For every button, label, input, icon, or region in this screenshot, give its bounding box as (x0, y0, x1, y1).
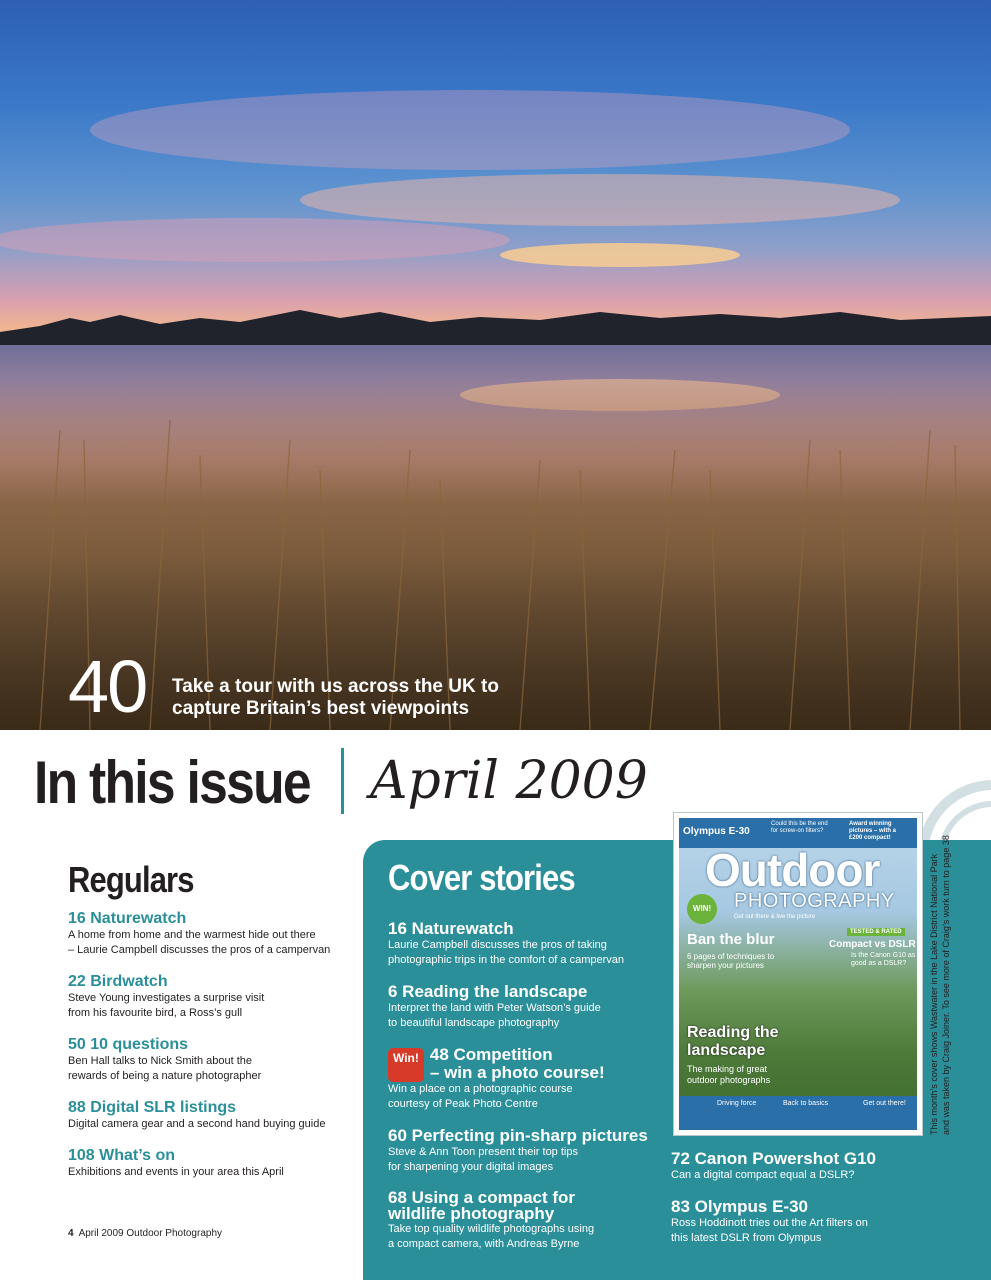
cover-logo-sub: PHOTOGRAPHY (734, 890, 895, 912)
item-desc: Can a digital compact equal a DSLR? (671, 1169, 855, 1181)
item-desc: Take top quality wildlife photographs using a compact camera, with Andreas Byrne (388, 1223, 595, 1250)
cover-item[interactable] (388, 920, 658, 968)
cover-reading-sub: The making of great outdoor photographs (687, 1064, 771, 1085)
cover-logo: Outdoor (705, 844, 880, 896)
magazine-cover-art (679, 818, 917, 1130)
item-title: 16 Naturewatch (388, 919, 514, 938)
regulars-item[interactable] (68, 1099, 368, 1132)
hero-caption[interactable]: Take a tour with us across the UK to capture Britain’s best viewpoints (172, 676, 499, 719)
cover-item[interactable] (671, 1198, 911, 1246)
regulars-item[interactable] (68, 1036, 368, 1084)
item-desc: Ross Hoddinott tries out the Art filters on this latest DSLR from Olympus (671, 1217, 868, 1244)
item-title: 60 Perfecting pin-sharp pictures (388, 1126, 648, 1145)
win-badge: Win! (388, 1048, 424, 1082)
item-title: 72 Canon Powershot G10 (671, 1149, 876, 1168)
cover-win-badge: WIN! (687, 894, 717, 924)
cover-strip-item: Back to basics (783, 1100, 829, 1107)
hero-page-number: 40 (68, 645, 147, 728)
item-desc: A home from home and the warmest hide out there – Laurie Campbell discusses the pros of a campervan (68, 929, 331, 956)
cover-filters-label: Could this be the end for screw-on filters? (771, 821, 828, 834)
item-title: 22 Birdwatch (68, 973, 168, 990)
cover-item[interactable] (388, 1046, 658, 1112)
item-title: 88 Digital SLR listings (68, 1099, 237, 1116)
cover-stories-right-column (671, 1150, 911, 1261)
cover-stories-heading: Cover stories (388, 857, 575, 898)
cover-item[interactable] (388, 1127, 658, 1175)
cover-stories-section (388, 858, 658, 1267)
item-desc: Digital camera gear and a second hand buying guide (68, 1118, 326, 1130)
cover-reading: Reading the landscape (687, 1024, 779, 1059)
cover-tagline: Get out there & live the picture (734, 914, 816, 920)
cover-headline-blur-sub: 6 pages of techniques to sharpen your pictures (687, 952, 775, 970)
cover-strip-item: Get out there! (863, 1100, 906, 1107)
item-title: 6 Reading the landscape (388, 982, 588, 1001)
cover-headline-blur: Ban the blur (687, 931, 775, 948)
regulars-item[interactable] (68, 973, 368, 1021)
page-footer (68, 1228, 222, 1240)
item-desc: Steve Young investigates a surprise visit from his favourite bird, a Ross’s gull (68, 992, 265, 1019)
cover-tested: TESTED & RATED (847, 928, 905, 936)
item-desc: Exhibitions and events in your area this April (68, 1166, 284, 1178)
item-title: 83 Olympus E-30 (671, 1197, 809, 1216)
page-title: In this issue (34, 749, 310, 816)
regulars-item[interactable] (68, 910, 368, 958)
item-desc: Ben Hall talks to Nick Smith about the rewards of being a nature photographer (68, 1055, 262, 1082)
cover-item[interactable] (671, 1150, 911, 1183)
item-title: 108 What’s on (68, 1147, 175, 1164)
cover-award-label: Award winning pictures – with a £200 compact! (849, 821, 897, 841)
cover-compact: Compact vs DSLR (829, 939, 916, 950)
item-title: 48 Competition – win a photo course! (429, 1045, 605, 1082)
cover-strip-item: Driving force (717, 1100, 757, 1107)
item-desc: Laurie Campbell discusses the pros of taking photographic trips in the comfort of a campervan (388, 939, 625, 966)
item-title: 16 Naturewatch (68, 910, 187, 927)
regulars-heading: Regulars (68, 859, 194, 900)
item-title: 68 Using a compact for wildlife photography (388, 1188, 576, 1223)
footer-page-number: 4 (68, 1228, 74, 1239)
cover-item[interactable] (388, 983, 658, 1031)
title-divider (341, 748, 344, 814)
item-title: 50 10 questions (68, 1036, 189, 1053)
item-desc: Steve & Ann Toon present their top tips for sharpening your digital images (388, 1146, 578, 1173)
regulars-section (68, 860, 368, 1195)
magazine-cover-thumbnail[interactable] (673, 812, 923, 1136)
item-desc: Win a place on a photographic course courtesy of Peak Photo Centre (388, 1083, 573, 1110)
cover-olympus-label: Olympus E-30 (683, 826, 750, 837)
footer-text: April 2009 Outdoor Photography (78, 1228, 223, 1239)
cover-compact-sub: Is the Canon G10 as good as a DSLR? (851, 952, 916, 967)
item-desc: Interpret the land with Peter Watson’s guide to beautiful landscape photography (388, 1002, 601, 1029)
regulars-item[interactable] (68, 1147, 368, 1180)
issue-date: April 2009 (370, 751, 648, 811)
cover-item[interactable] (388, 1190, 658, 1252)
cover-vertical-caption: This month’s cover shows Wastwater in the Lake District National Park and was taken by Craig Joiner. To see more of Craig’s work turn to page 38 (929, 835, 951, 1135)
